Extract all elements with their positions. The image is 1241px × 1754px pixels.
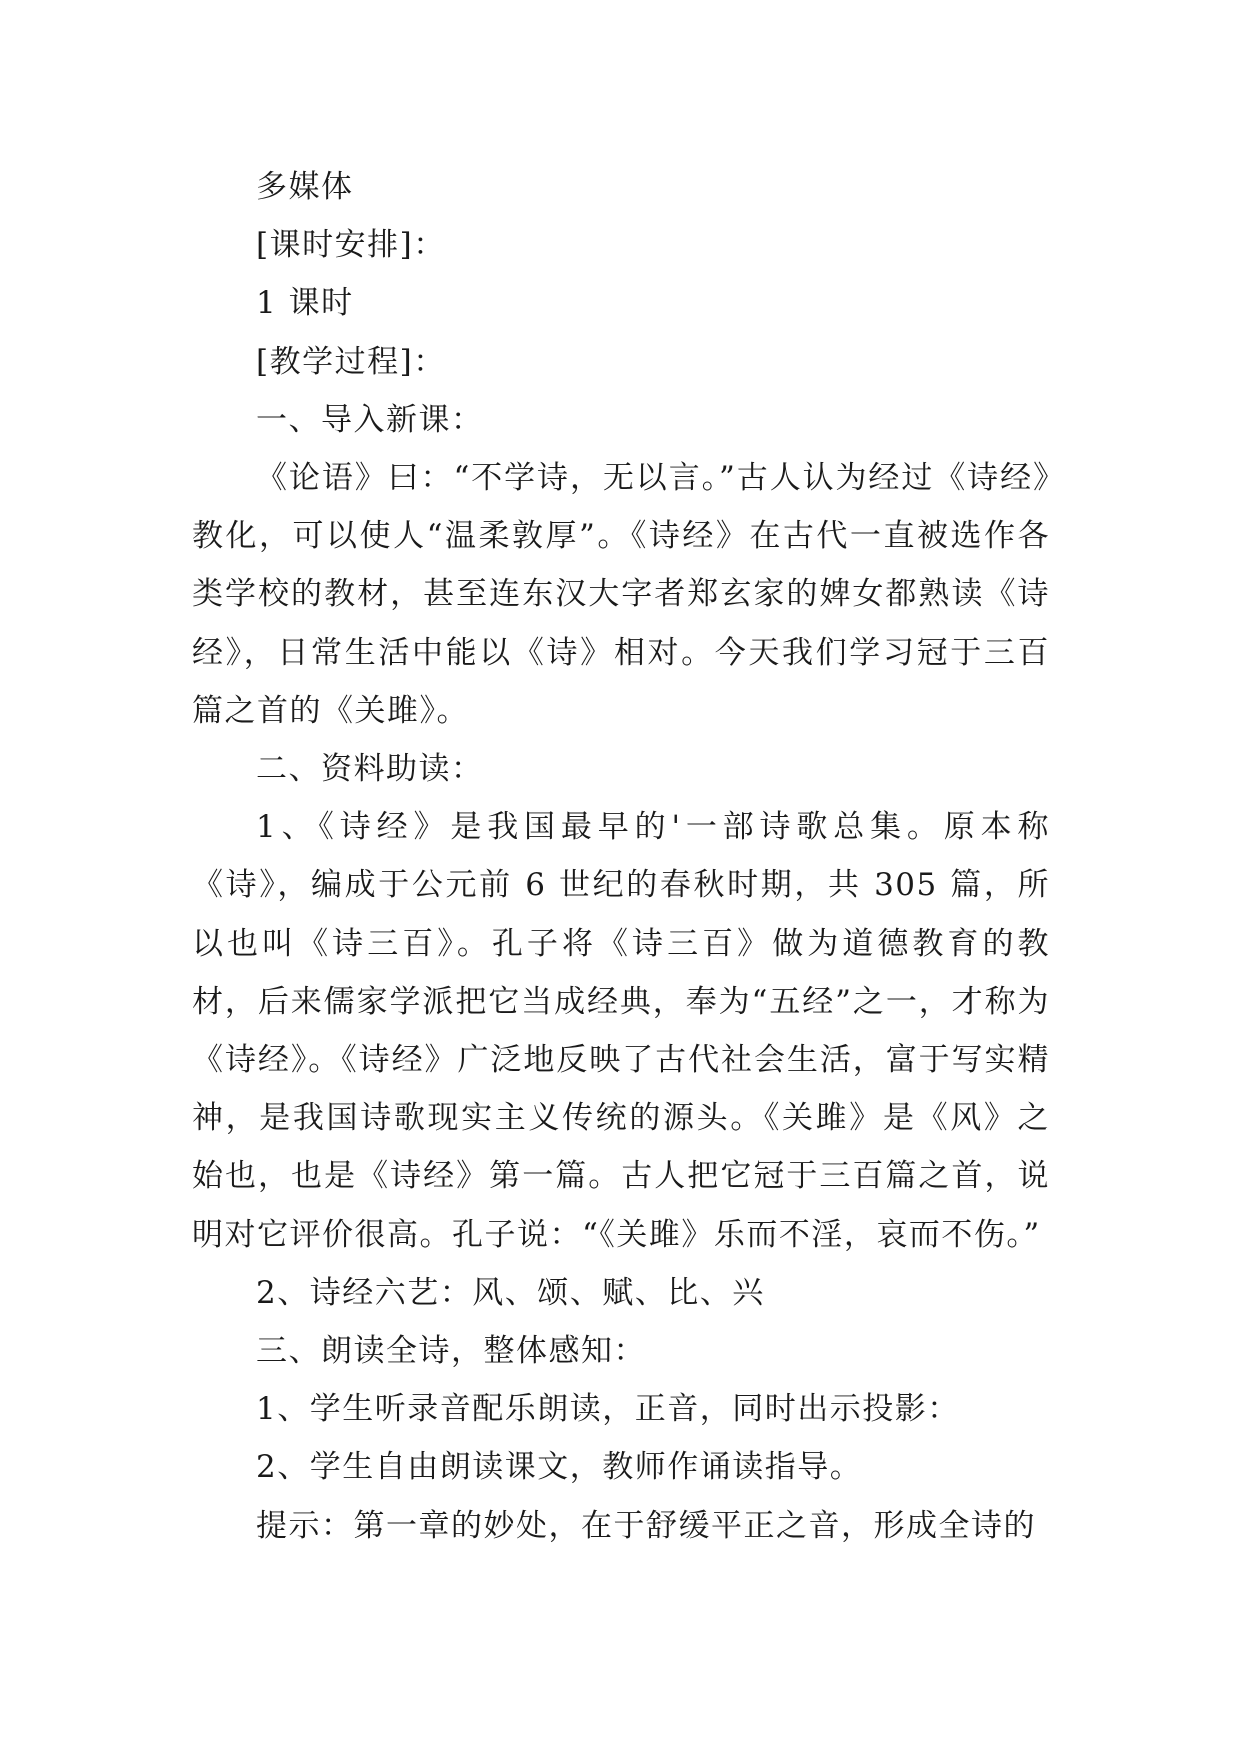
section-3-heading: 三、朗读全诗，整体感知： xyxy=(256,1332,646,1369)
step-1-line: 1、学生听录音配乐朗读，正音，同时出示投影： xyxy=(256,1391,960,1428)
hint-line: 提示：第一章的妙处，在于舒缓平正之音，形成全诗的 xyxy=(256,1507,1036,1544)
process-heading: [教学过程]： xyxy=(256,343,446,380)
materials-line: 多媒体 xyxy=(256,169,354,205)
six-arts-line: 2、诗经六艺：风、颂、赋、比、兴 xyxy=(256,1274,765,1311)
document-body xyxy=(192,158,1050,1555)
schedule-value: 1 课时 xyxy=(256,285,354,322)
section-2-heading: 二、资料助读： xyxy=(256,750,484,787)
intro-paragraph: 《论语》曰：“不学诗，无以言。”古人认为经过《诗经》教化，可以使人“温柔敦厚”。《诗经》在古代一直被选作各类学校的教材，甚至连东汉大字者郑玄家的婢女都熟读《诗经》，日常生活中能以《诗》相对。今天我们学习冠于三百篇之首的《关雎》。 xyxy=(192,459,1050,729)
reference-paragraph: 1、《诗经》是我国最早的'一部诗歌总集。原本称《诗》，编成于公元前 6 世纪的春秋时期，共 305 篇，所以也叫《诗三百》。孔子将《诗三百》做为道德教育的教材，后来儒家学派把它当成经典，奉为“五经”之一，才称为《诗经》。《诗经》广泛地反映了古代社会生活，富于写实精神，是我国诗歌现实主义传统的源头。《关雎》是《风》之始也，也是《诗经》第一篇。古人把它冠于三百篇之首，说明对它评价很高。孔子说：“《关雎》乐而不淫，哀而不伤。” xyxy=(192,809,1050,1253)
step-2-line: 2、学生自由朗读课文，教师作诵读指导。 xyxy=(256,1449,863,1486)
schedule-heading: [课时安排]： xyxy=(256,227,446,264)
section-1-heading: 一、导入新课： xyxy=(256,401,484,438)
